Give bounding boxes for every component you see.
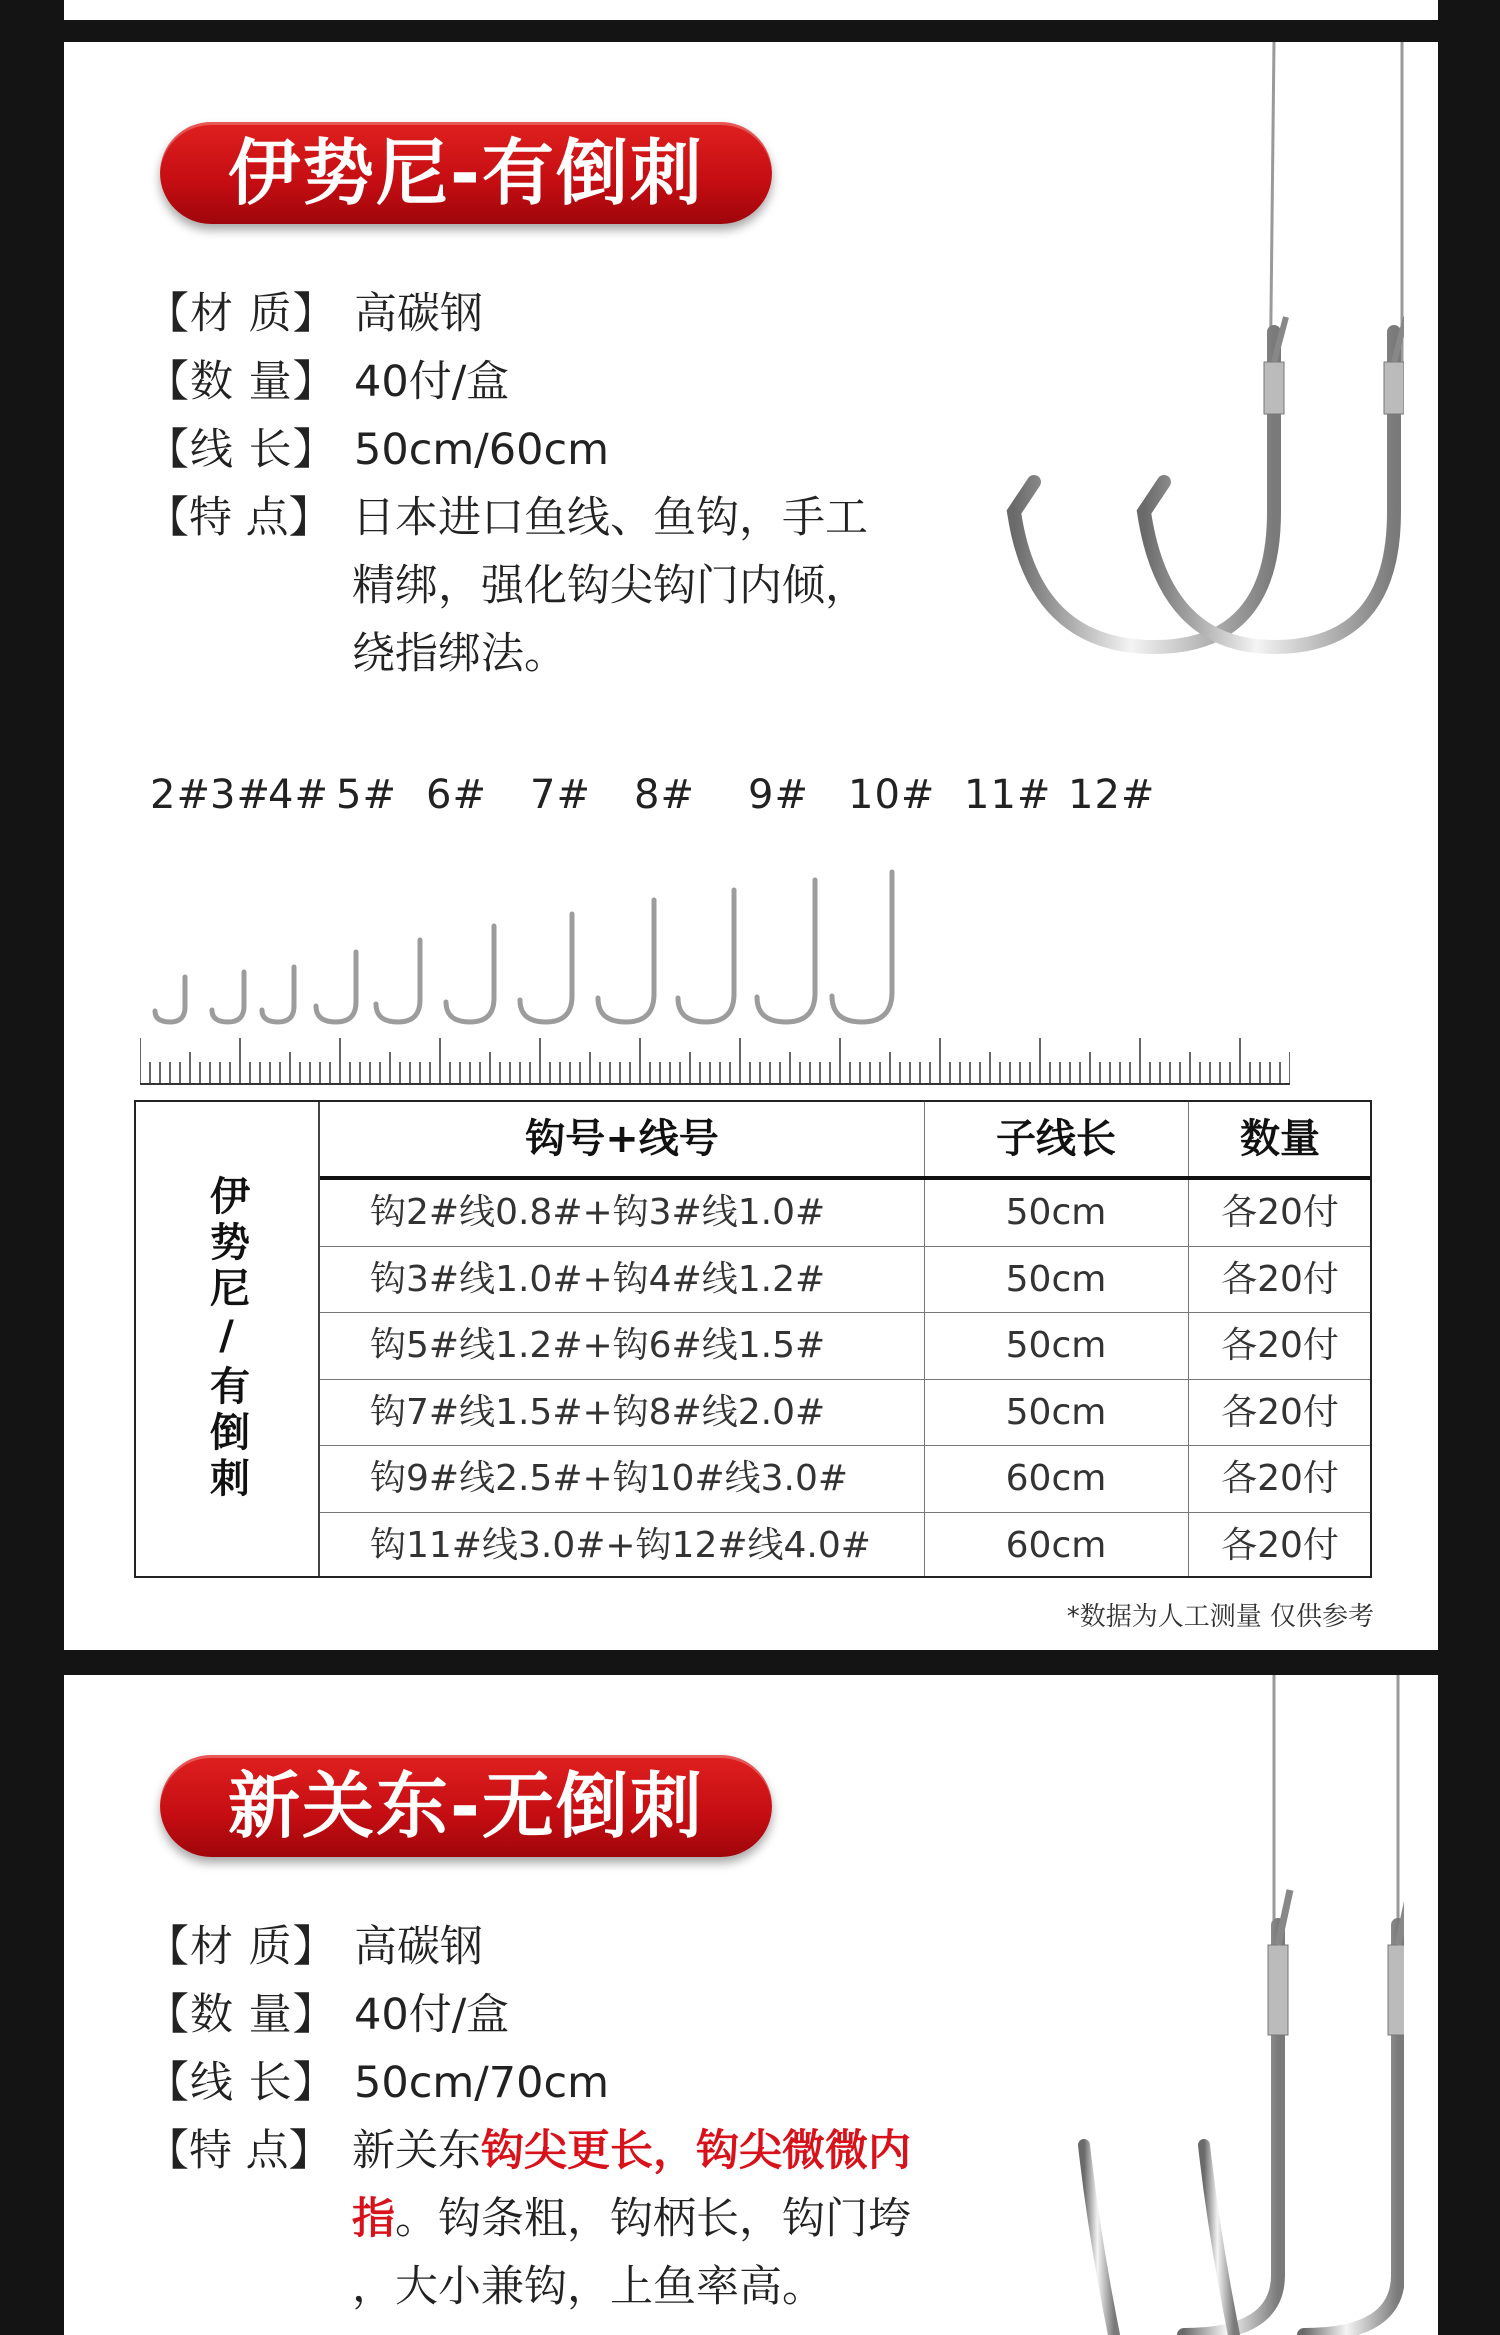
hook-pair-image (984, 1675, 1404, 2335)
spec-value: 40付/盒 (354, 1990, 510, 2040)
spec-quantity (146, 348, 509, 416)
feature-highlight: 钩尖更长，钩尖微微内 (481, 2126, 911, 2176)
spec-features (146, 484, 946, 694)
cell-hook-line: 钩7#线1.5#+钩8#线2.0# (370, 1391, 826, 1433)
feature-text: 。钩条粗，钩柄长，钩门垮 (395, 2194, 911, 2244)
section-title: 新关东-无倒刺 (160, 1755, 772, 1857)
table-side-label (136, 1102, 320, 1576)
section-title: 伊势尼-有倒刺 (160, 122, 772, 224)
hook-size-label: 7# (530, 772, 591, 818)
table-row (320, 1247, 1370, 1314)
cell-quantity: 各20付 (1221, 1525, 1339, 1566)
spec-key: 【材 质】 (146, 1922, 337, 1972)
cell-hook-line: 钩11#线3.0#+钩12#线4.0# (370, 1525, 871, 1566)
cell-length: 50cm (1005, 1192, 1107, 1233)
hook-illustration (376, 940, 420, 1022)
spec-quantity (146, 1981, 509, 2049)
spec-value: 高碳钢 (354, 1922, 483, 1972)
hook-illustration (155, 977, 185, 1022)
hook-illustration (832, 872, 892, 1022)
cell-hook-line: 钩3#线1.0#+钩4#线1.2# (370, 1258, 826, 1300)
product-panel-shin-kanto (64, 1675, 1438, 2335)
feature-text: 新关东 (352, 2126, 481, 2176)
spec-key: 【数 量】 (146, 357, 337, 407)
spec-value: 高碳钢 (354, 289, 483, 339)
cell-quantity: 各20付 (1221, 1258, 1339, 1300)
cell-length: 50cm (1005, 1258, 1107, 1300)
hook-pair-image (984, 42, 1404, 702)
hook-size-label: 9# (748, 772, 809, 818)
hook-illustration (598, 900, 654, 1022)
hook-illustration (757, 880, 815, 1022)
spec-key: 【特 点】 (146, 493, 332, 543)
cell-quantity: 各20付 (1221, 1391, 1339, 1433)
feature-line (352, 2117, 972, 2185)
hook-illustration (316, 952, 356, 1022)
spec-features (146, 2117, 1006, 2327)
header-quantity: 数量 (1240, 1116, 1320, 1162)
hook-illustration (446, 926, 494, 1022)
spec-material (146, 1913, 483, 1981)
hook-size-label: 11# (964, 772, 1052, 818)
hook-size-label: 4# (268, 772, 329, 818)
cell-length: 60cm (1005, 1458, 1107, 1500)
hook-size-label: 10# (848, 772, 936, 818)
cell-quantity: 各20付 (1221, 1192, 1339, 1233)
feature-line (352, 2185, 972, 2253)
spec-key: 【特 点】 (146, 2126, 332, 2176)
spec-key: 【数 量】 (146, 1990, 337, 2040)
spec-key: 【材 质】 (146, 289, 337, 339)
hook-illustration (678, 890, 734, 1022)
hook-size-label: 5# (336, 772, 397, 818)
hook-size-label: 3# (210, 772, 271, 818)
cell-length: 60cm (1005, 1525, 1107, 1566)
table-side-label-text: 伊势尼/有倒刺 (203, 1175, 250, 1503)
feature-line: 日本进口鱼线、鱼钩，手工 (352, 493, 868, 543)
spec-table (134, 1100, 1372, 1578)
table-row (320, 1180, 1370, 1247)
header-hook-line: 钩号+线号 (525, 1116, 719, 1162)
feature-line: 精绑，强化钩尖钩门内倾， (352, 561, 868, 611)
cell-hook-line: 钩9#线2.5#+钩10#线3.0# (370, 1458, 849, 1500)
hook-illustration (262, 967, 294, 1022)
table-row (320, 1513, 1370, 1580)
hook-illustration (212, 972, 244, 1022)
spec-value: 40付/盒 (354, 357, 510, 407)
top-panel-strip (64, 0, 1438, 20)
spec-line-length (146, 416, 609, 484)
cell-quantity: 各20付 (1221, 1458, 1339, 1500)
feature-line: ，大小兼钩，上鱼率高。 (352, 2262, 825, 2312)
spec-material (146, 280, 483, 348)
table-body (320, 1180, 1370, 1576)
spec-key: 【线 长】 (146, 2058, 337, 2108)
feature-line: 绕指绑法。 (352, 629, 567, 679)
product-panel-isoni (64, 42, 1438, 1650)
hook-size-label: 6# (426, 772, 487, 818)
header-sub-line-length: 子线长 (996, 1116, 1116, 1162)
cell-quantity: 各20付 (1221, 1325, 1339, 1367)
table-row (320, 1380, 1370, 1447)
spec-value: 50cm/60cm (354, 425, 609, 475)
spec-key: 【线 长】 (146, 425, 337, 475)
table-row (320, 1446, 1370, 1513)
spec-line-length (146, 2049, 609, 2117)
cell-hook-line: 钩5#线1.2#+钩6#线1.5# (370, 1325, 826, 1367)
hook-size-label: 8# (634, 772, 695, 818)
cell-length: 50cm (1005, 1325, 1107, 1367)
hook-size-lineup (140, 852, 1290, 1112)
cell-length: 50cm (1005, 1391, 1107, 1433)
feature-highlight: 指 (352, 2194, 395, 2244)
spec-value: 50cm/70cm (354, 2058, 609, 2108)
hook-illustration (520, 914, 572, 1022)
hook-size-label: 12# (1068, 772, 1156, 818)
cell-hook-line: 钩2#线0.8#+钩3#线1.0# (370, 1192, 826, 1233)
table-row (320, 1313, 1370, 1380)
measurement-note: *数据为人工测量 仅供参考 (1066, 1602, 1374, 1632)
hook-size-label: 2# (150, 772, 211, 818)
table-header (320, 1102, 1370, 1180)
